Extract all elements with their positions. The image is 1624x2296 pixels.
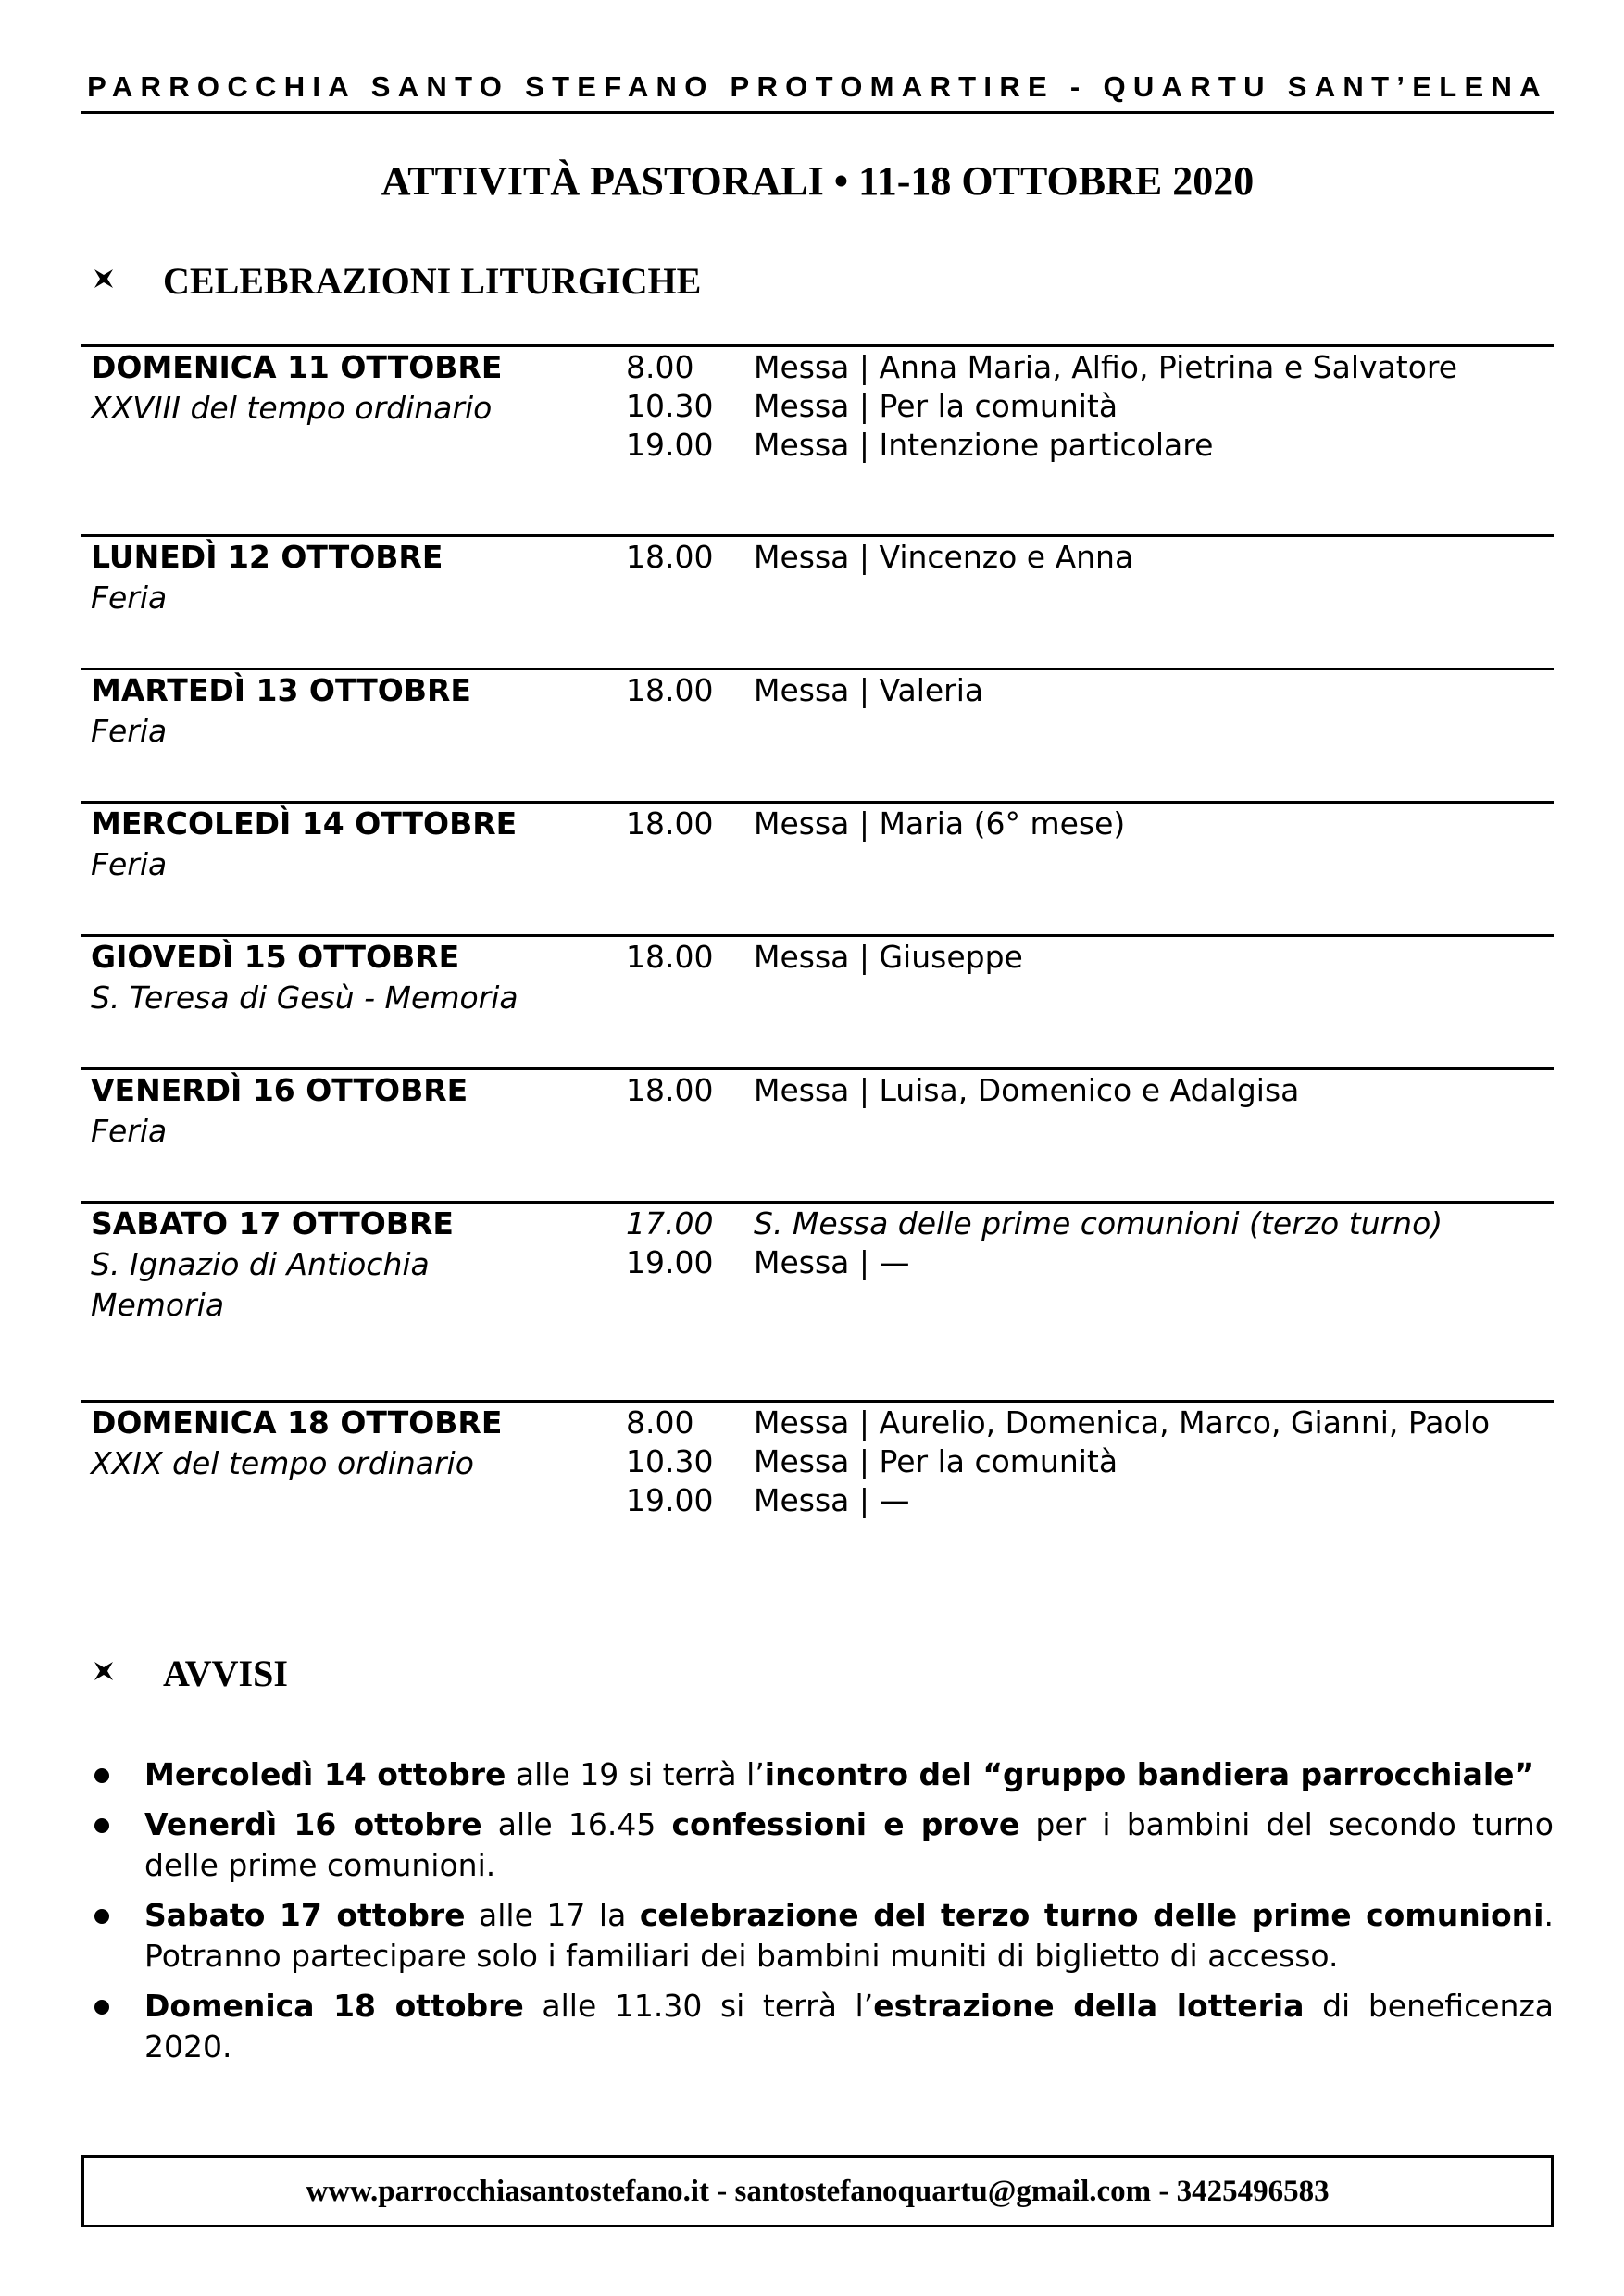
day-name: MERCOLEDÌ 14 OTTOBRE [91, 805, 518, 842]
mass-intention: Messa | Per la comunità [754, 388, 1118, 424]
mass-intention: Messa | Per la comunità [754, 1443, 1118, 1479]
mass-intention: Messa | Giuseppe [754, 939, 1023, 975]
notice-text: alle 19 si terrà l’ [506, 1756, 765, 1792]
liturgy-section-title: CELEBRAZIONI LITURGICHE [163, 260, 702, 302]
mass-intention: Messa | Luisa, Domenico e Adalgisa [754, 1072, 1300, 1108]
notices-section-title: AVVISI [163, 1653, 288, 1694]
notice-text: alle 17 la [465, 1897, 640, 1933]
notices-section-heading [93, 1652, 288, 1695]
mass-intention: Messa | — [754, 1482, 910, 1518]
parish-header: PARROCCHIA SANTO STEFANO PROTOMARTIRE - QUARTU SANT’ELENA [87, 70, 1548, 103]
day-liturgical-subtitle: Feria [91, 713, 168, 749]
header-divider [81, 111, 1554, 114]
liturgy-section-heading [93, 259, 701, 303]
notice-text: di beneficenza 2020. [144, 1988, 1554, 2065]
day-name: DOMENICA 11 OTTOBRE [91, 349, 503, 385]
mass-time: 8.00 [626, 349, 694, 385]
notice-emphasis: Venerdì 16 ottobre [144, 1806, 482, 1842]
day-liturgical-subtitle: S. Teresa di Gesù - Memoria [91, 980, 518, 1016]
notice-emphasis: celebrazione del terzo turno delle prime comunioni [639, 1897, 1544, 1933]
four-point-star-icon [93, 1660, 115, 1682]
mass-intention: Messa | Valeria [754, 672, 984, 708]
mass-intention: Messa | — [754, 1244, 910, 1280]
notice-item [81, 1754, 1554, 1795]
notice-emphasis: estrazione della lotteria [873, 1988, 1305, 2024]
notice-text: alle 11.30 si terrà l’ [523, 1988, 874, 2024]
mass-time: 19.00 [626, 427, 714, 463]
mass-time: 18.00 [626, 1072, 714, 1108]
bullet-icon [94, 1768, 109, 1783]
schedule-day-row [81, 1201, 1554, 1400]
mass-intention: Messa | Intenzione particolare [754, 427, 1214, 463]
mass-intention: Messa | Anna Maria, Alfio, Pietrina e Salvatore [754, 349, 1458, 385]
day-name: VENERDÌ 16 OTTOBRE [91, 1072, 468, 1108]
day-liturgical-subtitle: S. Ignazio di Antiochia Memoria [91, 1246, 430, 1323]
four-point-star-icon [93, 268, 115, 290]
bullet-icon [94, 1818, 109, 1833]
day-name: GIOVEDÌ 15 OTTOBRE [91, 939, 460, 975]
mass-time: 18.00 [626, 539, 714, 575]
notice-text: alle 16.45 [481, 1806, 672, 1842]
mass-time: 19.00 [626, 1482, 714, 1518]
day-name: MARTEDÌ 13 OTTOBRE [91, 672, 471, 708]
day-name: DOMENICA 18 OTTOBRE [91, 1404, 503, 1441]
mass-intention: Messa | Vincenzo e Anna [754, 539, 1134, 575]
mass-time: 10.30 [626, 1443, 714, 1479]
notice-text: . Potranno partecipare solo i familiari dei bambini muniti di biglietto di accesso. [144, 1897, 1554, 1974]
notice-text: per i bambini del secondo turno delle prime comunioni. [144, 1806, 1554, 1883]
notice-emphasis: incontro del “gruppo bandiera parrocchiale” [764, 1756, 1535, 1792]
day-liturgical-subtitle: Feria [91, 580, 168, 616]
schedule-day-row [81, 801, 1554, 934]
mass-intention: Messa | Aurelio, Domenica, Marco, Gianni, Paolo [754, 1404, 1491, 1441]
bullet-icon [94, 1909, 109, 1924]
day-liturgical-subtitle: XXIX del tempo ordinario [91, 1445, 474, 1481]
contact-footer: www.parrocchiasantostefano.it - santostefanoquartu@gmail.com - 3425496583 [81, 2155, 1554, 2227]
mass-intention: S. Messa delle prime comunioni (terzo turno) [754, 1205, 1443, 1242]
liturgy-schedule-table [81, 344, 1554, 1606]
notices-list [81, 1754, 1554, 2077]
schedule-day-row [81, 1067, 1554, 1201]
notice-item [81, 1986, 1554, 2067]
mass-time: 18.00 [626, 939, 714, 975]
notice-item [81, 1895, 1554, 1977]
mass-intention: Messa | Maria (6° mese) [754, 805, 1126, 842]
day-name: SABATO 17 OTTOBRE [91, 1205, 454, 1242]
mass-time: 17.00 [626, 1205, 714, 1242]
bullet-icon [94, 2000, 109, 2015]
mass-time: 8.00 [626, 1404, 694, 1441]
day-name: LUNEDÌ 12 OTTOBRE [91, 539, 443, 575]
schedule-day-row [81, 534, 1554, 668]
schedule-day-row [81, 1400, 1554, 1606]
notice-emphasis: confessioni e prove [671, 1806, 1020, 1842]
notice-emphasis: Sabato 17 ottobre [144, 1897, 466, 1933]
mass-time: 10.30 [626, 388, 714, 424]
notice-item [81, 1804, 1554, 1886]
document-title: ATTIVITÀ PASTORALI • 11-18 OTTOBRE 2020 [381, 158, 1255, 204]
day-liturgical-subtitle: XXVIII del tempo ordinario [91, 390, 493, 426]
schedule-day-row [81, 344, 1554, 534]
day-liturgical-subtitle: Feria [91, 1113, 168, 1149]
notice-emphasis: Mercoledì 14 ottobre [144, 1756, 506, 1792]
mass-time: 18.00 [626, 805, 714, 842]
mass-time: 18.00 [626, 672, 714, 708]
notice-emphasis: Domenica 18 ottobre [144, 1988, 524, 2024]
mass-time: 19.00 [626, 1244, 714, 1280]
schedule-day-row [81, 668, 1554, 801]
schedule-day-row [81, 934, 1554, 1067]
day-liturgical-subtitle: Feria [91, 846, 168, 882]
